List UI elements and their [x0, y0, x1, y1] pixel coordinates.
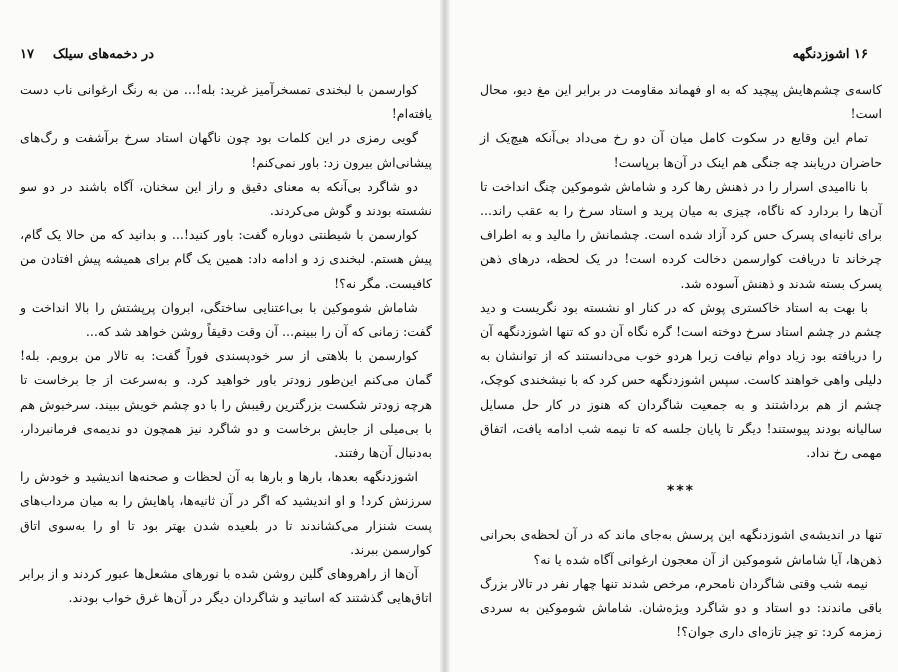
left-page-title: در دخمه‌های سیلک [52, 47, 154, 62]
paragraph: تنها در اندیشه‌ی اشوزدنگهه این پرسش به‌جای ماند که در آن لحظه‌ی بحرانی ذهن‌ها، آیا شاماش شوموکین از آن معجون ارغوانی آگاه شده یا نه؟ [480, 527, 882, 567]
paragraph: با ناامیدی اسرار را در ذهنش رها کرد و شاماش شوموکین چنگ انداخت تا آن‌ها را بردارد که ناگاه، چیزی به میان پرید و استاد سرخ را به عقب راند... برای ثانیه‌ای پسرک حس کرد آزاد شده است. چشمانش را مالید و به اطراف چرخاند تا دریافت کوارسمن دخالت کرده است! در یک لحظه، درهای ذهن پسرک بسته شدند و ذهنش آسوده شد. [480, 178, 882, 291]
left-page-header [20, 44, 154, 66]
paragraph: گویی رمزی در این کلمات بود چون ناگهان استاد سرخ برآشفت و رگ‌های پیشانی‌اش بیرون زد: باور نمی‌کنم! [20, 130, 432, 170]
left-page [0, 0, 440, 672]
right-page-number: ۱۶ [854, 47, 868, 62]
paragraph: با بهت به استاد خاکستری پوش که در کنار او نشسته بود نگریست و دید چشم در چشم استاد سرخ دوخته است! گره نگاه آن دو که تنها اشوزدنگهه آن را دریافته بود زیاد دوام نیافت زیرا هردو خوب می‌دانستند که از توانشان به دلیلی واهی خواهند کاست. سپس اشوزدنگهه حس کرد که با نیشخندی کوچک، چشم از هم برداشتند و به جمعیت شاگردان که هنوز در کار حل مسایل سالیانه بودند پیوستند! دیگر تا پایان جلسه که تا نیمه شب ادامه یافت، اتفاق مهمی رخ نداد. [480, 299, 882, 461]
right-page [450, 0, 898, 672]
section-separator: *** [667, 483, 695, 500]
right-page-title: اشوزدنگهه [792, 47, 850, 62]
left-page-body [20, 78, 432, 610]
paragraph: کاسه‌ی چشم‌هایش پیچید که به او فهماند مقاومت در برابر این مغ دیو، محال است! [480, 82, 882, 122]
paragraph: آن‌ها از راهروهای گلین روشن شده با نورهای مشعل‌ها عبور کردند و از برابر اتاق‌هایی گذشتند که اساتید و شاگردان دیگر در آن‌ها غرق خواب بودند. [20, 566, 432, 606]
right-page-header [740, 44, 868, 66]
paragraph: کوارسمن با بلاهتی از سر خودپسندی فوراً گفت: به تالار من برویم. بله! گمان می‌کنم این‌طور زودتر باور خواهید کرد. و به‌سرعت از جا برخاست تا هرچه زودتر شکست بزرگترین رقیبش را با دو چشم خویش ببیند. سرخبوش هم با بی‌میلی از جایش برخاست و دو شاگرد نیز همچون دو ندیمه‌ی فرمانبردار، به‌دنبال آن‌ها رفتند. [20, 348, 432, 461]
paragraph: دو شاگرد بی‌آنکه به معنای دقیق و راز این سخنان، آگاه باشند در دو سو نشسته بودند و گوش می‌کردند. [20, 178, 432, 219]
right-page-body [480, 78, 882, 644]
book-gutter [440, 0, 450, 672]
paragraph: تمام این وقایع در سکوت کامل میان آن دو رخ می‌داد بی‌آنکه هیچ‌یک از حاضران دریابند چه جنگی هم اینک در آن‌ها برپاست! [480, 130, 882, 170]
paragraph: اشوزدنگهه بعدها، بارها و بارها به آن لحظات و صحنه‌ها اندیشید و خودش را سرزنش کرد! و او اندیشید که اگر در آن ثانیه‌ها، پاهایش را به میان مرداب‌های پست شنزار می‌کشاندند تا در بلعیده شدن بهتر بود تا او را به‌سوی اتاق کوارسمن ببرند. [20, 469, 432, 557]
paragraph: نیمه شب وقتی شاگردان نامحرم، مرخص شدند تنها چهار نفر در تالار بزرگ باقی ماندند: دو استاد و دو شاگرد ویژه‌شان. شاماش شوموکین به سردی زمزمه کرد: تو چیز تازه‌ای داری جوان؟! [480, 575, 882, 640]
paragraph: شاماش شوموکین با بی‌اعتنایی ساختگی، ابروان پرپشتش را بالا انداخت و گفت: زمانی که آن را ببینم... آن وقت دقیقاً روشن خواهد شد که... [20, 299, 432, 340]
paragraph: کوارسمن با لبخندی تمسخرآمیز غرید: بله!... من به رنگ ارغوانی ناب دست یافته‌ام! [20, 82, 432, 122]
left-page-number: ۱۷ [20, 47, 34, 62]
paragraph: کوارسمن با شیطنتی دوباره گفت: باور کنید!... و بدانید که من حالا یک گام، پیش هستم. لبخندی زد و ادامه داد: همین یک گام برای همیشه پیش افتادن من کافیست. مگر نه؟! [20, 227, 432, 291]
